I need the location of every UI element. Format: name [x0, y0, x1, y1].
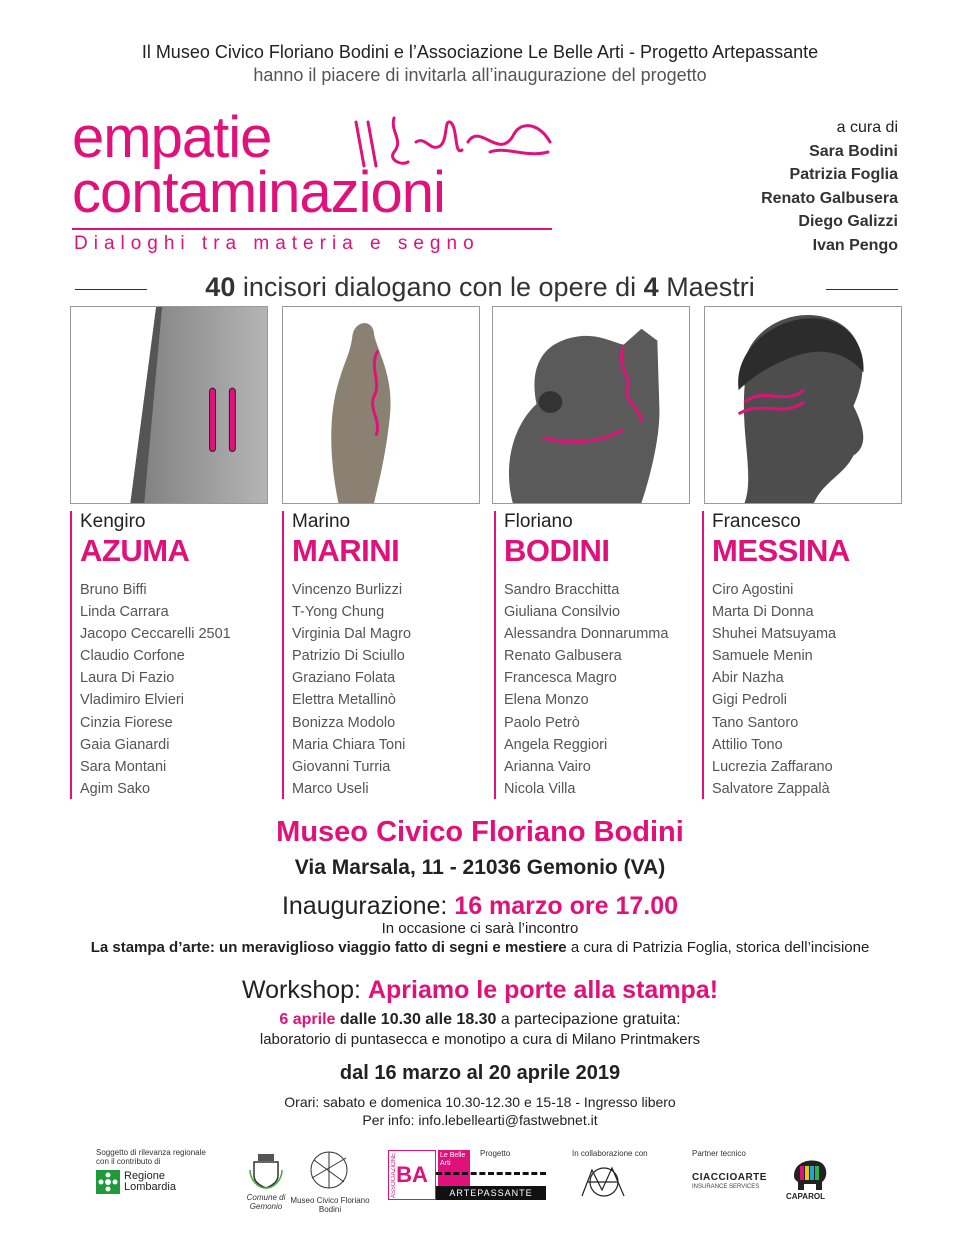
- artist-name: Samuele Menin: [712, 648, 813, 665]
- workshop-date: 6 aprile: [279, 1011, 336, 1028]
- artist-name: Claudio Corfone: [80, 648, 185, 665]
- progetto-label: Progetto: [480, 1149, 511, 1158]
- artist-name: Laura Di Fazio: [80, 670, 175, 687]
- artist-name: Giovanni Turria: [292, 758, 391, 775]
- headline-num-incisori: 40: [205, 272, 236, 302]
- artist-name: Arianna Vairo: [504, 758, 591, 775]
- artist-name: Giuliana Consilvio: [504, 604, 621, 621]
- comune-crest-icon: [246, 1150, 286, 1190]
- regione-note: [96, 1148, 206, 1166]
- artist-name: Patrizio Di Sciullo: [292, 648, 405, 665]
- talk-by: a cura di Patrizia Foglia, storica dell’incisione: [570, 939, 870, 956]
- curators-label: a cura di: [836, 119, 898, 136]
- belle-arti-name: Le Belle Arti: [438, 1150, 470, 1200]
- artist-list: [80, 579, 231, 800]
- artist-name: Angela Reggiori: [504, 736, 608, 753]
- workshop-time: dalle 10.30 alle 18.30: [339, 1011, 497, 1028]
- artist-name: Sandro Bracchitta: [504, 582, 620, 598]
- ciaccio-logo: CIACCIOARTE: [692, 1172, 767, 1183]
- artist-name: Ciro Agostini: [712, 582, 794, 598]
- museo-label: Museo Civico Floriano Bodini: [290, 1196, 370, 1214]
- museo-bodini-logo-icon: [304, 1148, 354, 1193]
- workshop-description: laboratorio di puntasecca e monotipo a cura di Milano Printmakers: [259, 1031, 701, 1048]
- talk-line: [0, 939, 960, 956]
- curator-name: Patrizia Foglia: [789, 166, 898, 183]
- artist-name: Vincenzo Burlizzi: [292, 582, 403, 598]
- opening-hours: Orari: sabato e domenica 10.30-12.30 e 15-18 - Ingresso libero: [284, 1094, 676, 1110]
- artist-name: Francesca Magro: [504, 670, 617, 687]
- ciaccio-sub: INSURANCE SERVICES: [692, 1184, 760, 1190]
- column-accent-bar: [282, 511, 284, 799]
- intro: [0, 42, 960, 86]
- venue-name: Museo Civico Floriano Bodini: [276, 816, 684, 848]
- artist-name: T-Yong Chung: [292, 604, 385, 621]
- artist-name: Elena Monzo: [504, 692, 589, 709]
- column-accent-bar: [70, 511, 72, 799]
- artist-name: Jacopo Ceccarelli 2501: [80, 626, 231, 643]
- exhibition-period: dal 16 marzo al 20 aprile 2019: [339, 1062, 621, 1084]
- inauguration-label: Inaugurazione:: [281, 892, 448, 920]
- curator-name: Ivan Pengo: [812, 236, 898, 254]
- intro-line-1: Il Museo Civico Floriano Bodini e l’Associazione Le Belle Arti - Progetto Artepassante: [141, 42, 819, 62]
- master-last-name: MARINI: [292, 533, 400, 568]
- workshop-title: Apriamo le porte alla stampa!: [367, 976, 719, 1004]
- curator-name: Renato Galbusera: [761, 189, 898, 207]
- photo-marini-sculpture: [282, 306, 480, 504]
- artist-name: Graziano Folata: [292, 670, 396, 687]
- artist-name: Nicola Villa: [504, 780, 576, 797]
- photo-bodini-sculpture: [492, 306, 690, 504]
- inauguration: [0, 892, 960, 921]
- belle-arti-logo: ASSOCIAZIONE BA: [388, 1150, 436, 1200]
- column-accent-bar: [494, 511, 496, 799]
- artist-name: Lucrezia Zaffarano: [712, 758, 833, 775]
- artist-name: Sara Montani: [80, 758, 167, 775]
- regione-note-line-1: Soggetto di rilevanza regionale: [96, 1148, 206, 1157]
- curators: [761, 116, 898, 257]
- regione-rose-icon: [96, 1170, 120, 1194]
- partner-label: Partner tecnico: [692, 1149, 746, 1158]
- artist-name: Tano Santoro: [712, 714, 799, 731]
- regione-name-2: Lombardia: [124, 1181, 176, 1193]
- headline-end: Maestri: [666, 272, 755, 302]
- artist-name: Bonizza Modolo: [292, 714, 396, 731]
- occasion-note: In occasione ci sarà l’incontro: [381, 920, 579, 937]
- master-first-name: Floriano: [504, 511, 573, 532]
- artist-name: Abir Nazha: [712, 670, 784, 687]
- workshop-free: a partecipazione gratuita:: [500, 1011, 681, 1028]
- artist-name: Vladimiro Elvieri: [80, 692, 184, 709]
- workshop: [0, 976, 960, 1005]
- collab-label: In collaborazione con: [572, 1149, 648, 1158]
- master-last-name: BODINI: [504, 533, 610, 568]
- workshop-schedule: [0, 1011, 960, 1029]
- photo-messina-sculpture: [704, 306, 902, 504]
- regione-lombardia-logo: [96, 1170, 176, 1194]
- artist-name: Shuhei Matsuyama: [712, 626, 837, 643]
- headline-rule-right: [826, 289, 898, 290]
- artist-name: Salvatore Zappalà: [712, 780, 830, 797]
- info-contact: Per info: info.lebellearti@fastwebnet.it: [362, 1112, 598, 1128]
- artist-name: Linda Carrara: [80, 604, 169, 621]
- caparol-elephant-icon: [790, 1156, 830, 1192]
- artist-name: Marta Di Donna: [712, 604, 814, 621]
- artist-name: Alessandra Donnarumma: [504, 626, 669, 643]
- artist-name: Elettra Metallinò: [292, 692, 396, 709]
- artist-list: [292, 579, 411, 800]
- column-accent-bar: [702, 511, 704, 799]
- master-first-name: Kengiro: [80, 511, 146, 532]
- photo-azuma-sculpture: [70, 306, 268, 504]
- artist-list: [712, 579, 836, 800]
- logo-squiggle-icon: [350, 112, 555, 174]
- logo-title-line-2: contaminazioni: [72, 160, 445, 226]
- venue-address: Via Marsala, 11 - 21036 Gemonio (VA): [294, 856, 666, 879]
- artist-name: Bruno Biffi: [80, 582, 147, 598]
- artist-name: Gaia Gianardi: [80, 736, 170, 753]
- artist-name: Cinzia Fiorese: [80, 714, 173, 731]
- curator-name: Diego Galizzi: [798, 213, 898, 230]
- artepassante-logo: ARTEPASSANTE: [436, 1186, 546, 1200]
- artist-name: Virginia Dal Magro: [292, 626, 412, 643]
- master-last-name: AZUMA: [80, 533, 190, 568]
- artist-name: Marco Useli: [292, 780, 369, 797]
- logo-title-line-1: empatie: [72, 105, 272, 170]
- artist-name: Renato Galbusera: [504, 648, 622, 665]
- artepassante-dashes: [436, 1172, 546, 1178]
- belle-arti-assoc: ASSOCIAZIONE: [391, 1153, 397, 1199]
- talk-title: La stampa d’arte: un meraviglioso viaggio fatto di segni e mestiere: [90, 939, 567, 956]
- artist-name: Agim Sako: [80, 780, 151, 797]
- artist-name: Gigi Pedroli: [712, 692, 787, 709]
- curator-name: Sara Bodini: [809, 142, 898, 160]
- regione-name-1: Regione: [124, 1170, 165, 1182]
- headline-num-maestri: 4: [643, 272, 659, 302]
- caparol-label: CAPAROL: [786, 1192, 825, 1201]
- artist-name: Attilio Tono: [712, 736, 783, 753]
- headline-mid: incisori dialogano con le opere di: [242, 272, 637, 302]
- artist-name: Maria Chiara Toni: [292, 736, 406, 753]
- comune-label: Comune di Gemonio: [246, 1193, 286, 1211]
- logo-subtitle: Dialoghi tra materia e segno: [74, 233, 480, 254]
- master-first-name: Marino: [292, 511, 351, 532]
- intro-line-2: hanno il piacere di invitarla all’inaugurazione del progetto: [253, 65, 707, 85]
- headline: [0, 272, 960, 303]
- master-first-name: Francesco: [712, 511, 801, 532]
- milano-printmakers-logo-icon: [578, 1160, 630, 1204]
- artist-name: Paolo Petrò: [504, 714, 580, 731]
- master-last-name: MESSINA: [712, 533, 850, 568]
- inauguration-date: 16 marzo ore 17.00: [454, 892, 679, 920]
- logo-underline: [72, 228, 552, 230]
- workshop-label: Workshop:: [241, 976, 361, 1004]
- artist-list: [504, 579, 668, 800]
- regione-note-line-2: con il contributo di: [96, 1157, 161, 1166]
